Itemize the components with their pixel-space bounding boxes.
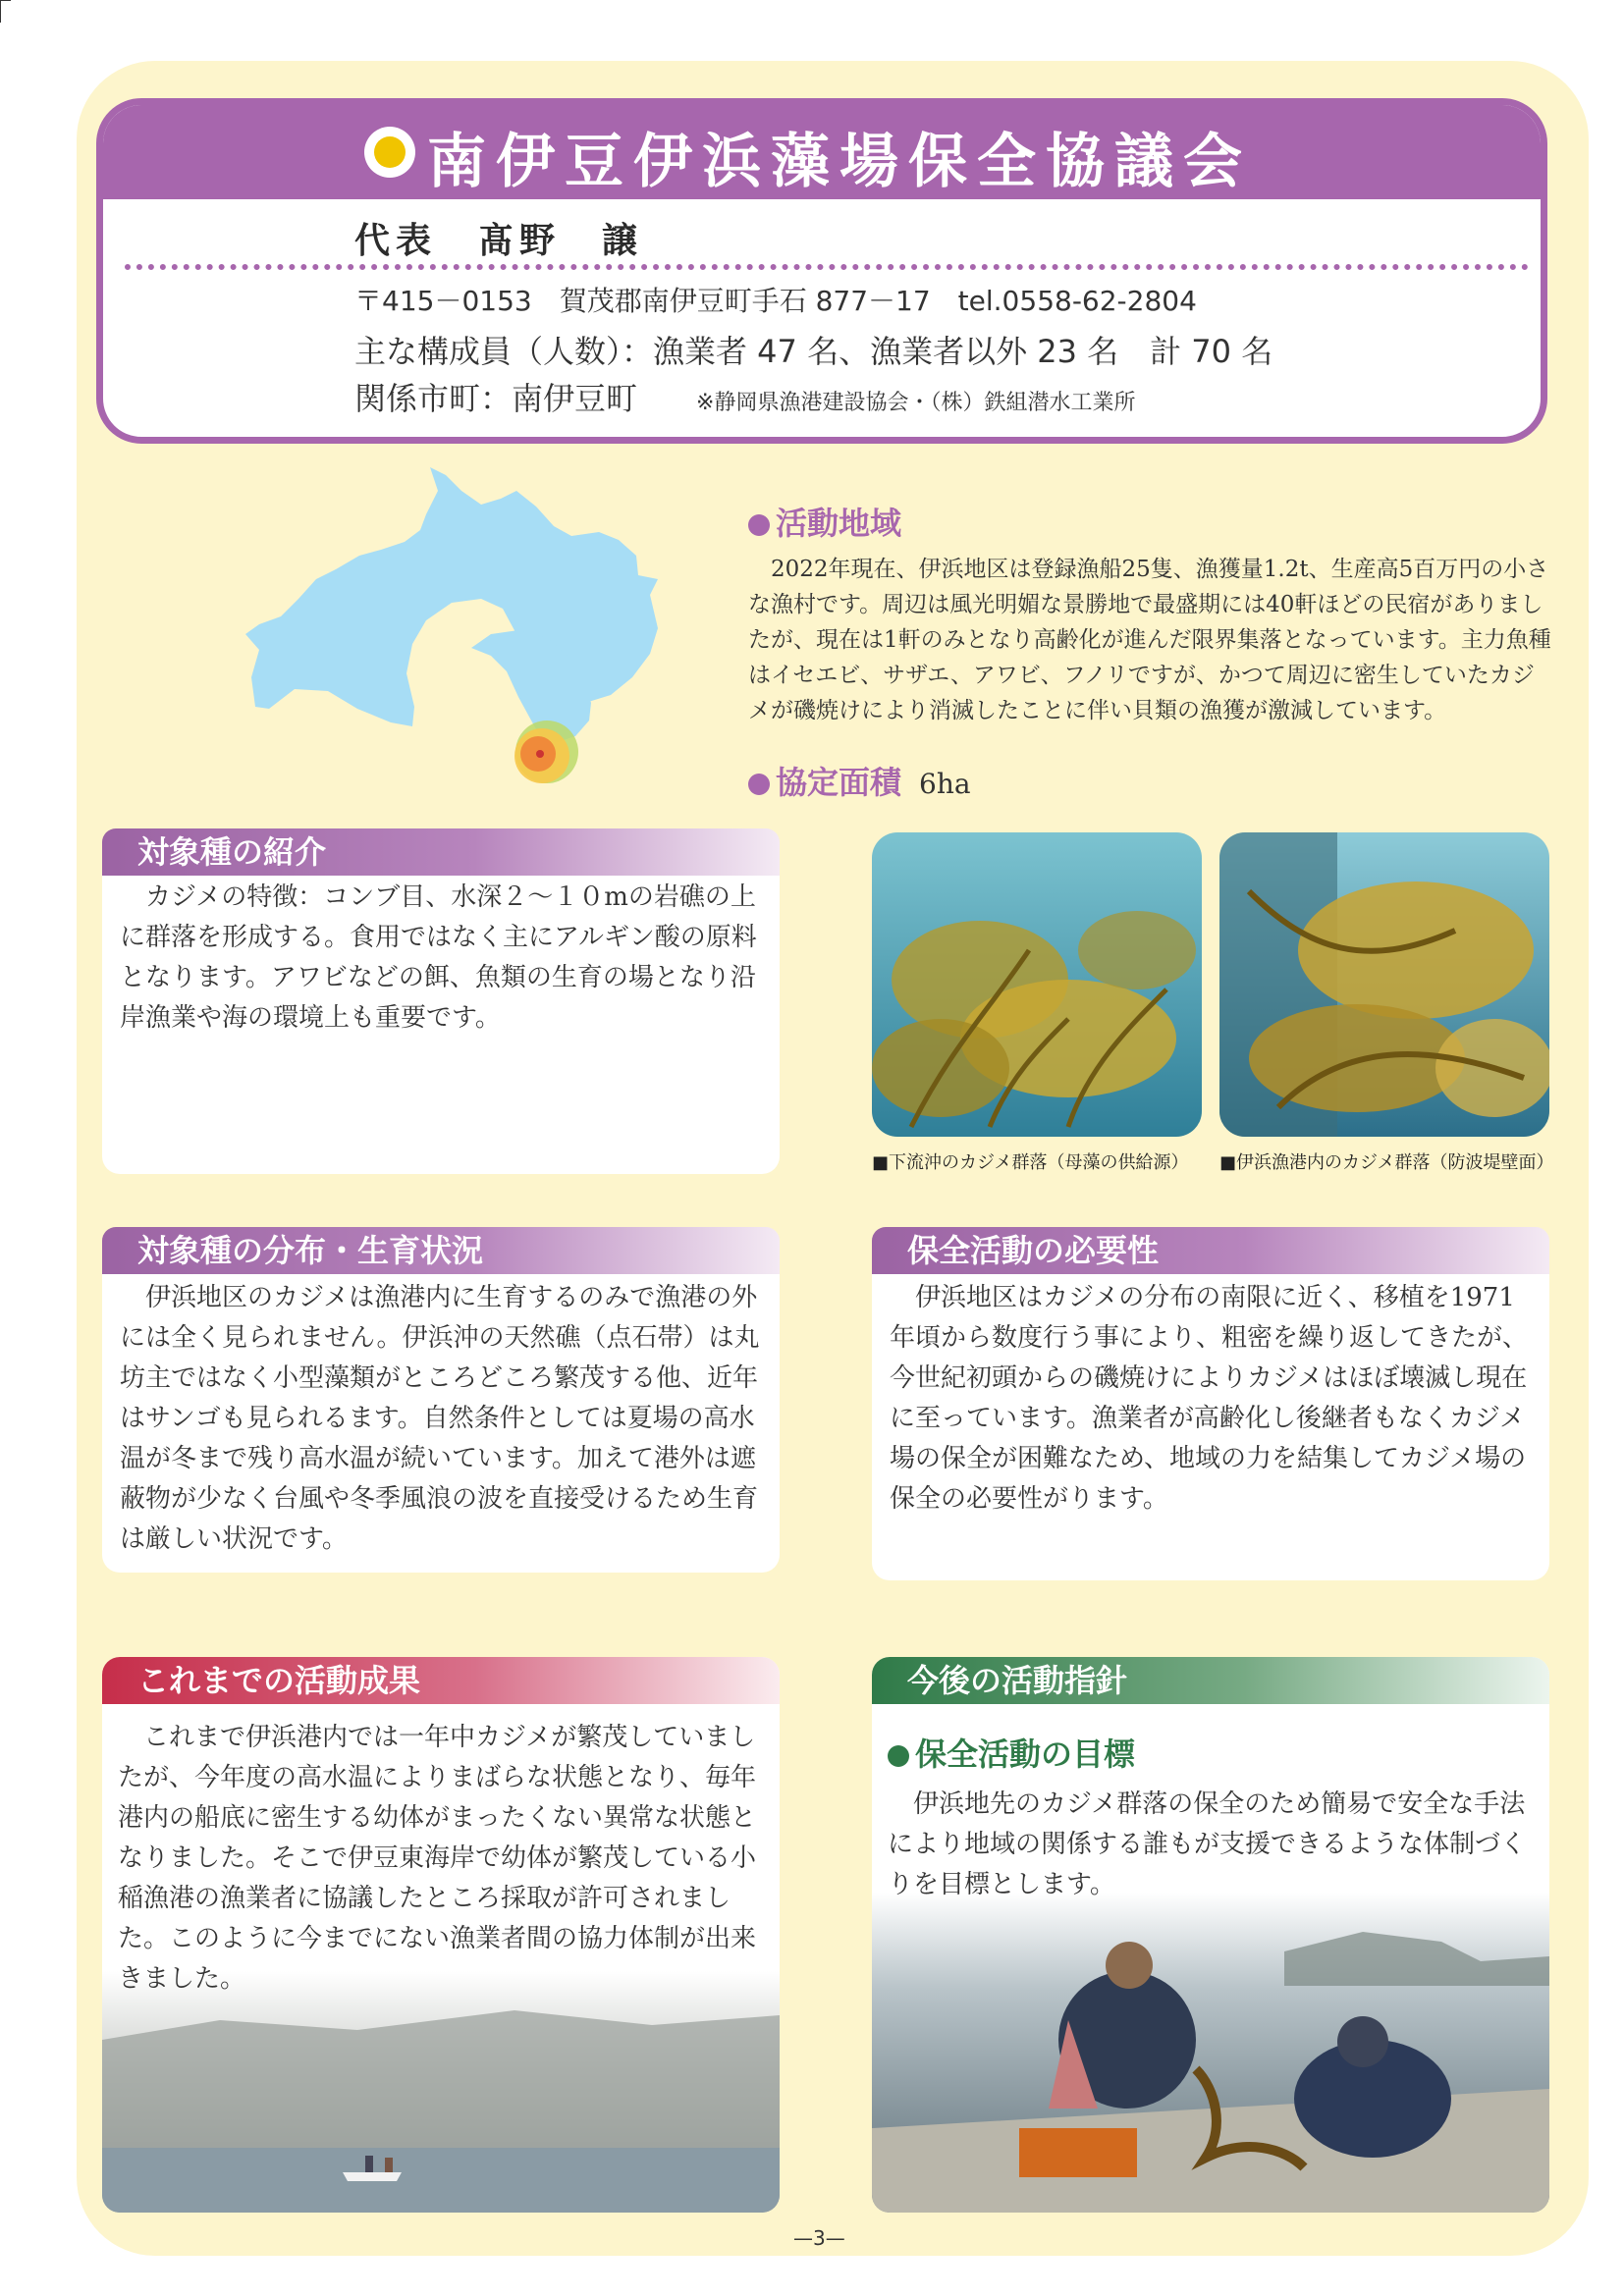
representative: 代表 髙野 譲: [354, 221, 644, 261]
note: ※静岡県漁港建設協会・（株）鉄組潜水工業所: [696, 391, 1136, 415]
land-shape: [245, 467, 658, 726]
necessity-title: 保全活動の必要性: [872, 1227, 1549, 1274]
distribution-title: 対象種の分布・生育状況: [102, 1227, 780, 1274]
agreement-area-value: 6ha: [919, 768, 971, 800]
photo-caption-harbor: ■ 伊浜漁港内のカジメ群落（防波堤壁面）: [1219, 1148, 1553, 1174]
members: 主な構成員（人数）：漁業者 47 名、漁業者以外 23 名 計 70 名: [354, 333, 1273, 370]
shizuoka-map: [245, 461, 658, 815]
bullet-icon: [748, 774, 770, 795]
goal-heading: 保全活動の目標: [888, 1730, 1135, 1775]
page-number: —3—: [793, 2226, 845, 2250]
dotted-divider: [125, 264, 1529, 270]
bullet-icon: [748, 514, 770, 536]
crop-mark: [0, 0, 11, 23]
bullseye-icon: [364, 127, 415, 178]
species-intro-text: カジメの特徴：コンブ目、水深２～１０mの岩礁の上に群落を形成する。食用ではなく主にアルギン酸の原料となります。アワビなどの餌、魚類の生育の場となり沿岸漁業や海の環境上も重要です。: [120, 882, 757, 1033]
address: 〒415－0153 賀茂郡南伊豆町手石 877－17 tel.0558-62-2804: [354, 285, 1197, 317]
species-intro-title: 対象種の紹介: [102, 828, 780, 876]
future-title: 今後の活動指針: [872, 1657, 1549, 1704]
results-title: これまでの活動成果: [102, 1657, 780, 1704]
distribution-text: 伊浜地区のカジメは漁港内に生育するのみで漁港の外には全く見られません。伊浜沖の天然礁（点石帯）は丸坊主ではなく小型藻類がところどころ繁茂する他、近年はサンゴも見られるます。自然条件としては夏場の高水温が冬まで残り高水温が続いています。加えて港外は遮蔽物が少なく台風や冬季風浪の波を直接受けるため生育は厳しい状況です。: [120, 1283, 760, 1554]
fishermen-boat-photo: [872, 1893, 1549, 2213]
header-card: [96, 98, 1547, 444]
distribution-panel: [102, 1227, 780, 1573]
title-bar: [103, 105, 1541, 199]
future-text: 伊浜地先のカジメ群落の保全のため簡易で安全な手法により地域の関係する誰もが支援できるような体制づくりを目標とします。: [888, 1789, 1527, 1899]
location-marker-icon: [536, 750, 544, 758]
activity-area-heading: 活動地域: [748, 499, 901, 544]
species-intro-panel: [102, 828, 780, 1174]
results-panel: [102, 1657, 780, 2213]
kajime-photo-offshore: [872, 832, 1202, 1137]
future-panel: [872, 1657, 1549, 2213]
municipality: 関係市町：南伊豆町: [354, 380, 638, 417]
agreement-area-heading: 協定面積 6ha: [748, 758, 971, 803]
necessity-panel: [872, 1227, 1549, 1580]
page-title: 南伊豆伊浜藻場保全協議会: [427, 128, 1252, 196]
results-text: これまで伊浜港内では一年中カジメが繁茂していましたが、今年度の高水温によりまばらな状態となり、毎年港内の船底に密生する幼体がまったくない異常な状態となりました。そこで伊豆東海岸で幼体が繁茂している小稲漁港の漁業者に協議したところ採取が許可されました。このように今までにない漁業者間の協力体制が出来きました。: [118, 1723, 757, 1994]
municipality-line: [354, 374, 1135, 419]
photo-caption-offshore: ■ 下流沖のカジメ群落（母藻の供給源）: [872, 1148, 1188, 1174]
kajime-photo-harbor: [1219, 832, 1549, 1137]
bullet-icon: [888, 1745, 909, 1767]
activity-area-text: 2022年現在、伊浜地区は登録漁船25隻、漁獲量1.2t、生産高5百万円の小さな漁村です。周辺は風光明媚な景勝地で最盛期には40軒ほどの民宿がありましたが、現在は1軒のみとなり高齢化が進んだ限界集落となっています。主力魚種はイセエビ、サザエ、アワビ、フノリですが、かつて周辺に密生していたカジメが磯焼けにより消滅したことに伴い貝類の漁獲が激減しています。: [748, 557, 1551, 723]
cliff-boat-photo: [102, 1971, 780, 2213]
necessity-text: 伊浜地区はカジメの分布の南限に近く、移植を1971年頃から数度行う事により、粗密を繰り返してきたが、今世紀初頭からの磯焼けによりカジメはほぼ壊滅し現在に至っています。漁業者が高齢化し後継者もなくカジメ場の保全が困難なため、地域の力を結集してカジメ場の保全の必要性がります。: [890, 1283, 1529, 1514]
